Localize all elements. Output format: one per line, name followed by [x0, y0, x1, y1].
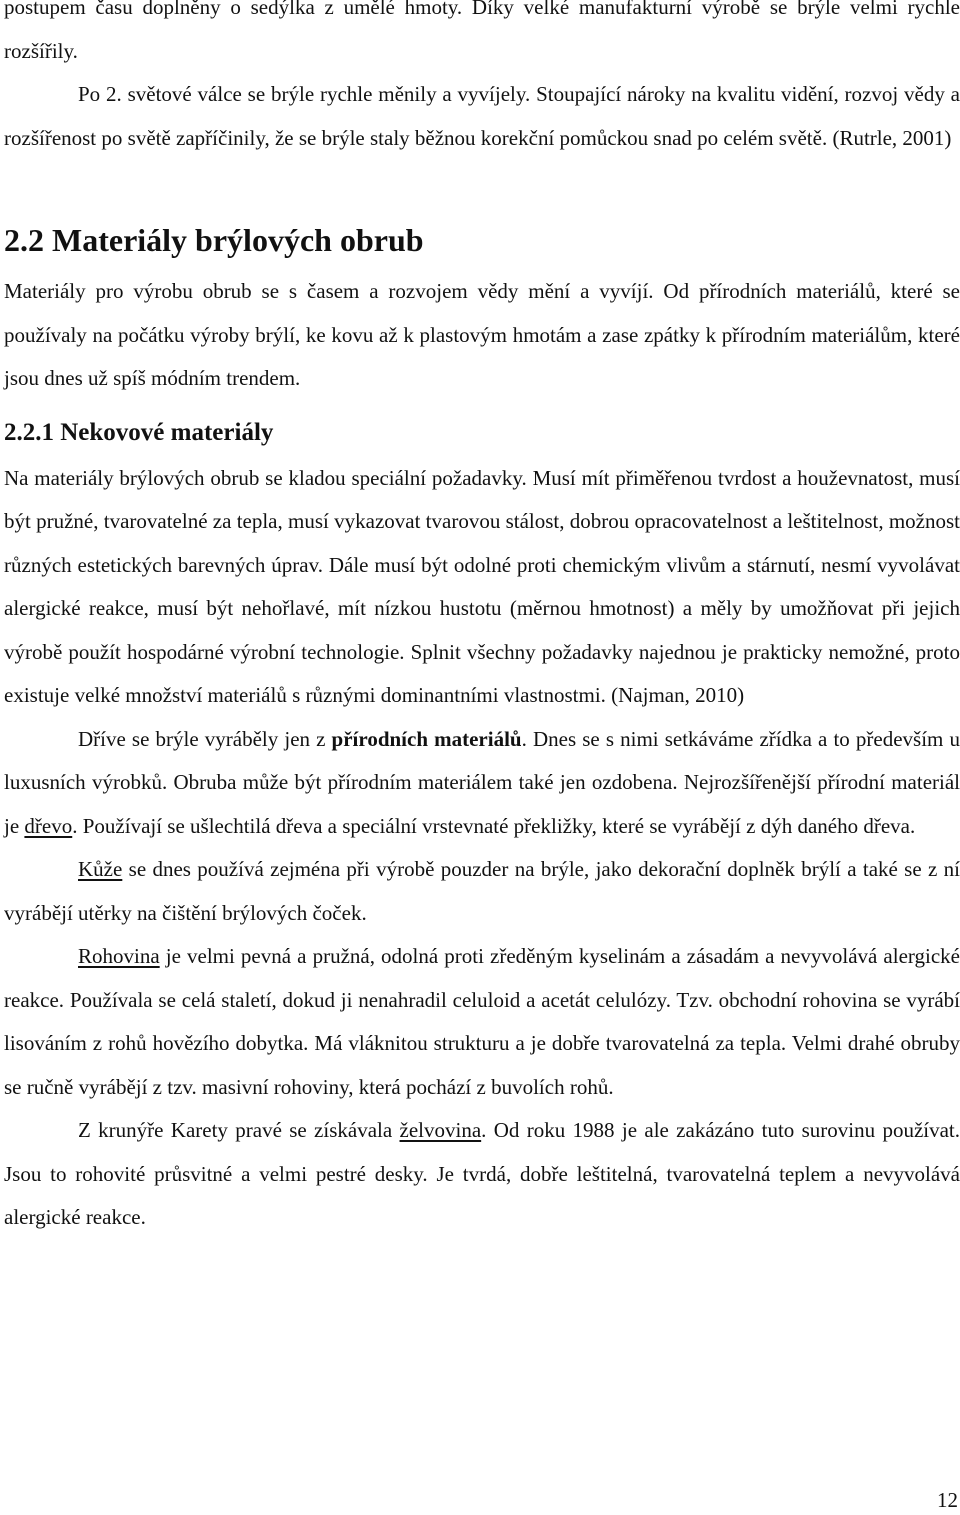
paragraph-leather [4, 848, 960, 935]
document-page [4, 0, 960, 1240]
paragraph-horn [4, 935, 960, 1109]
underlined-term-wood: dřevo [24, 813, 73, 838]
text-run: Dříve se brýle vyráběly jen z [78, 726, 332, 751]
paragraph-post-war: Po 2. světové válce se brýle rychle měnily a vyvíjely. Stoupající nároky na kvalitu vidění, rozvoj vědy a rozšířenost po světě zapříčinily, že se brýle staly běžnou korekční pomůckou snad po celém světě. (Rutrle, 2001) [4, 82, 960, 150]
paragraph-natural-materials [4, 718, 960, 849]
paragraph-tortoiseshell [4, 1109, 960, 1240]
paragraph-continuation: postupem času doplněny o sedýlka z umělé hmoty. Díky velké manufakturní výrobě se brýle velmi rychle rozšířily. [4, 0, 960, 63]
page-number: 12 [937, 1488, 958, 1512]
underlined-term-leather: Kůže [78, 857, 123, 881]
text-run: je velmi pevná a pružná, odolná proti zředěným kyselinám a zásadám a nevyvolává alergické reakce. Používala se celá staletí, dokud ji nenahradil celuloid a acetát celulózy. Tzv. obchodní rohovina se vyrábí lisováním z rohů hovězího dobytka. Má vláknitou strukturu a je dobře tvarovatelná za tepla. Velmi drahé obruby se ručně vyrábějí z tzv. masivní rohoviny, která pochází z buvolích rohů. [4, 944, 960, 1099]
text-run: . Od roku 1988 je ale zakázáno tuto surovinu používat. Jsou to rohovité průsvitné a velmi pestré desky. Je tvrdá, dobře leštitelná, tvarovatelná teplem a nevyvolává alergické reakce. [4, 1118, 960, 1229]
text-run: . Dnes se s nimi setkáváme zřídka a to především u luxusních výrobků. Obruba může být přírodním materiálem také jen ozdobena. Nejrozšířenější přírodní materiál je [4, 726, 960, 838]
subsection-heading-2-2-1: 2.2.1 Nekovové materiály [4, 418, 274, 446]
text-run: . Používají se ušlechtilá dřeva a speciální vrstevnaté překližky, které se vyrábějí z dýh daného dřeva. [72, 813, 916, 838]
paragraph-materials-intro: Materiály pro výrobu obrub se s časem a rozvojem vědy mění a vyvíjí. Od přírodních materiálů, které se používaly na počátku výroby brýlí, ke kovu až k plastovým hmotám a zase zpátky k přírodním materiálům, které jsou dnes už spíš módním trendem. [4, 279, 960, 390]
text-run: se dnes používá zejména při výrobě pouzder na brýle, jako dekorační doplněk brýlí a také se z ní vyrábějí utěrky na čištění brýlových čoček. [4, 857, 960, 925]
text-run: Z krunýře Karety pravé se získávala [78, 1118, 400, 1142]
paragraph-requirements: Na materiály brýlových obrub se kladou speciální požadavky. Musí mít přiměřenou tvrdost a houževnatost, musí být pružné, tvarovatelné za tepla, musí vykazovat tvarovou stálost, dobrou opracovatelnost a leštitelnost, možnost různých estetických barevných úprav. Dále musí být odolné proti chemickým vlivům a stárnutí, nesmí vyvolávat alergické reakce, musí být nehořlavé, mít nízkou hustotu (měrnou hmotnost) a měly by umožňovat při jejich výrobě použít hospodárné výrobní technologie. Splnit všechny požadavky najednou je prakticky nemožné, proto existuje velké množství materiálů s různými dominantními vlastnostmi. (Najman, 2010) [4, 465, 960, 707]
bold-term-natural-materials: přírodních materiálů [331, 726, 522, 751]
underlined-term-horn: Rohovina [78, 944, 160, 968]
section-heading-2-2: 2.2 Materiály brýlových obrub [4, 222, 424, 258]
underlined-term-tortoiseshell: želvovina [399, 1118, 482, 1142]
